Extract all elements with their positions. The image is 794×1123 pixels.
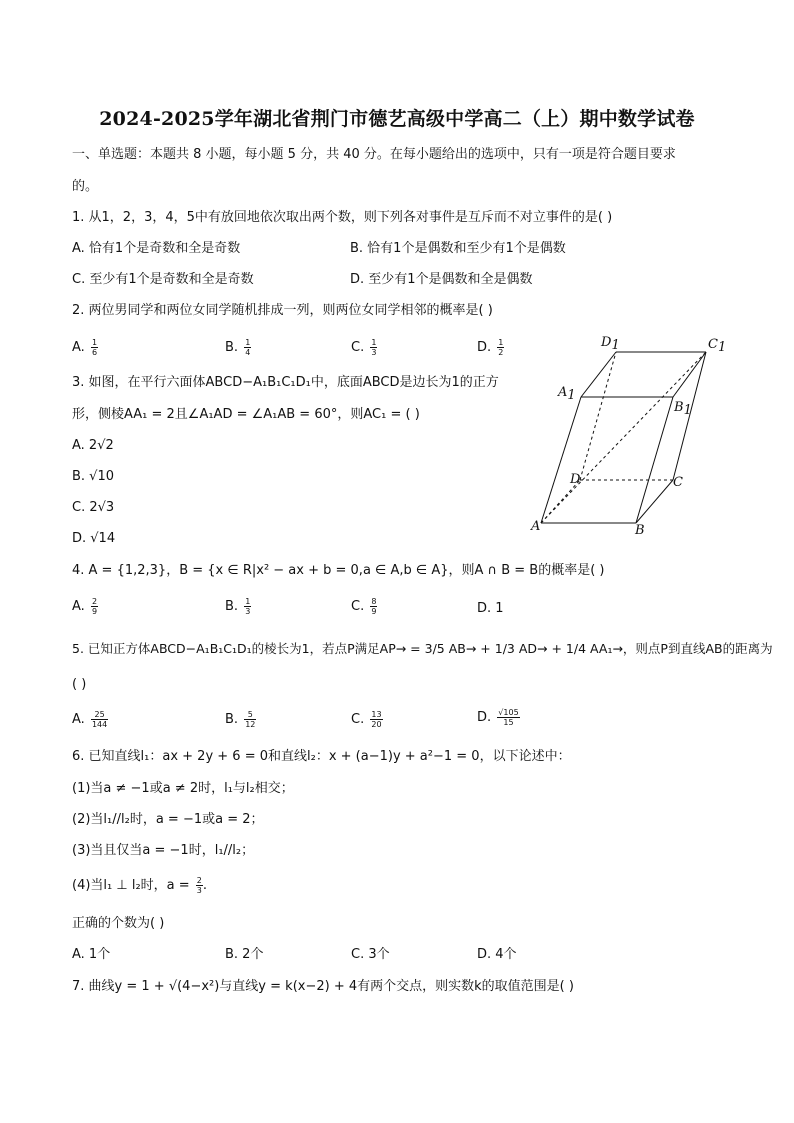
fraction-numerator: 8 <box>371 597 377 606</box>
q5-stem-line2: ( ) <box>72 677 87 692</box>
fraction-denominator: 15 <box>503 718 514 727</box>
q5-stem-line1: 5. 已知正方体ABCD−A₁B₁C₁D₁的棱长为1，若点P满足AP→ = 3/5 AB→ + 1/3 AD→ + 1/4 AA₁→，则点P到直线AB的距离为 <box>72 641 773 656</box>
edge-B-B1 <box>636 397 673 523</box>
page-title: 2024-2025学年湖北省荆门市德艺高级中学高二（上）期中数学试卷 <box>99 108 695 130</box>
q6-prompt: 正确的个数为( ) <box>72 916 165 931</box>
q5-option-b-fraction <box>244 710 256 729</box>
edge-A1-D1 <box>581 352 616 397</box>
q6-statement-2: (2)当l₁//l₂时，a = −1或a = 2； <box>72 812 264 827</box>
fraction-denominator: 144 <box>91 720 108 729</box>
edge-B-C <box>636 480 673 523</box>
q1-option-a: A. 恰有1个是奇数和全是奇数 <box>72 241 241 256</box>
q6-option-a: A. 1个 <box>72 947 111 962</box>
parallelepiped-diagram <box>528 330 728 540</box>
q6-statement-4-prefix: (4)当l₁ ⊥ l₂时，a = <box>72 878 194 893</box>
q2-stem: 2. 两位男同学和两位女同学随机排成一列，则两位女同学相邻的概率是( ) <box>72 303 493 318</box>
q4-option-b-label: B. <box>225 599 239 614</box>
label-B: B <box>635 523 645 538</box>
q7-stem: 7. 曲线y = 1 + √(4−x²)与直线y = k(x−2) + 4有两个交点，则实数k的取值范围是( ) <box>72 979 574 994</box>
q6-option-d: D. 4个 <box>477 947 517 962</box>
diagonal-A-C1 <box>541 352 706 523</box>
fraction-numerator: 5 <box>244 710 256 720</box>
q2-option-a-fraction <box>91 338 98 357</box>
fraction-denominator: 12 <box>245 720 256 729</box>
fraction-denominator: 4 <box>245 348 251 357</box>
q1-option-b: B. 恰有1个是偶数和至少有1个是偶数 <box>350 241 566 256</box>
q2-option-c-fraction <box>370 338 377 357</box>
fraction-denominator: 3 <box>196 886 202 895</box>
fraction-denominator: 9 <box>371 607 377 616</box>
q5-option-c <box>351 710 383 729</box>
q5-option-c-fraction <box>370 710 382 729</box>
q4-stem: 4. A = {1,2,3}，B = {x ∈ R|x² − ax + b = 0,a ∈ A,b ∈ A}，则A ∩ B = B的概率是( ) <box>72 563 605 578</box>
q4-option-a-label: A. <box>72 599 85 614</box>
q3-stem-line2: 形，侧棱AA₁ = 2且∠A₁AD = ∠A₁AB = 60°，则AC₁ = ( ) <box>72 407 420 422</box>
fraction-numerator: 2 <box>91 597 98 606</box>
q6-statement-3: (3)当且仅当a = −1时，l₁//l₂； <box>72 843 255 858</box>
q6-statement-4 <box>72 876 207 895</box>
q6-statement-1: (1)当a ≠ −1或a ≠ 2时，l₁与l₂相交； <box>72 781 294 796</box>
label-D: D <box>570 472 581 487</box>
fraction-numerator: 13 <box>371 710 382 719</box>
q6-stem: 6. 已知直线l₁：ax + 2y + 6 = 0和直线l₂：x + (a−1)y + a²−1 = 0，以下论述中： <box>72 749 571 764</box>
q6-statement-4-fraction <box>196 876 203 895</box>
fraction-denominator: 2 <box>498 348 504 357</box>
q5-option-b <box>225 710 256 729</box>
parallelepiped-figure <box>528 330 728 540</box>
fraction-numerator: 1 <box>245 338 251 347</box>
q2-option-d-fraction <box>497 338 504 357</box>
q5-option-a-fraction <box>91 710 108 729</box>
q2-option-b <box>225 338 251 357</box>
q5-option-d <box>477 708 520 727</box>
q2-option-b-label: B. <box>225 340 239 355</box>
fraction-denominator: 3 <box>371 348 377 357</box>
edge-D-D1-hidden <box>580 352 616 480</box>
q5-option-d-fraction <box>497 708 519 727</box>
label-C: C <box>673 475 683 490</box>
q4-option-c <box>351 597 377 616</box>
q2-option-c-label: C. <box>351 340 365 355</box>
q4-option-c-label: C. <box>351 599 365 614</box>
label-D1: D1 <box>601 335 620 353</box>
q1-option-d: D. 至少有1个是偶数和全是偶数 <box>350 272 533 287</box>
q5-option-a <box>72 710 108 729</box>
label-B1: B1 <box>674 400 692 418</box>
q4-option-c-fraction <box>370 597 377 616</box>
section-heading-line1: 一、单选题：本题共 8 小题，每小题 5 分，共 40 分。在每小题给出的选项中，只有一项是符合题目要求 <box>72 147 676 162</box>
q1-option-c: C. 至少有1个是奇数和全是奇数 <box>72 272 254 287</box>
section-heading-line2: 的。 <box>72 179 99 194</box>
q3-option-b: B. √10 <box>72 469 115 484</box>
q3-stem-line1: 3. 如图，在平行六面体ABCD−A₁B₁C₁D₁中，底面ABCD是边长为1的正方 <box>72 375 499 390</box>
q6-option-b: B. 2个 <box>225 947 264 962</box>
q6-statement-4-suffix: . <box>202 878 208 893</box>
q2-option-a <box>72 338 98 357</box>
fraction-numerator: 1 <box>245 597 251 606</box>
fraction-numerator: 2 <box>196 876 202 885</box>
q1-stem: 1. 从1，2，3，4，5中有放回地依次取出两个数，则下列各对事件是互斥而不对立事件的是( ) <box>72 210 613 225</box>
label-C1: C1 <box>708 337 727 355</box>
q2-option-d-label: D. <box>477 340 492 355</box>
q5-option-d-label: D. <box>477 710 492 725</box>
q6-option-c: C. 3个 <box>351 947 390 962</box>
fraction-numerator: 25 <box>91 710 108 720</box>
q3-option-d: D. √14 <box>72 531 116 546</box>
label-A1: A1 <box>558 385 576 403</box>
q4-option-b-fraction <box>244 597 251 616</box>
edge-B1-C1 <box>673 352 706 397</box>
q5-option-a-label: A. <box>72 712 85 727</box>
edge-A-A1 <box>541 397 581 523</box>
q2-option-d <box>477 338 504 357</box>
q5-option-c-label: C. <box>351 712 365 727</box>
fraction-denominator: 3 <box>245 607 251 616</box>
fraction-denominator: 9 <box>91 607 98 616</box>
fraction-numerator: √105 <box>498 708 519 717</box>
fraction-numerator: 1 <box>371 338 377 347</box>
fraction-denominator: 20 <box>371 720 382 729</box>
q4-option-a-fraction <box>91 597 98 616</box>
q2-option-b-fraction <box>244 338 251 357</box>
fraction-numerator: 1 <box>91 338 98 347</box>
label-A: A <box>531 519 541 534</box>
q2-option-c <box>351 338 377 357</box>
q4-option-a <box>72 597 98 616</box>
q4-option-b <box>225 597 251 616</box>
q3-option-c: C. 2√3 <box>72 500 115 515</box>
q3-option-a: A. 2√2 <box>72 438 114 453</box>
q5-option-b-label: B. <box>225 712 239 727</box>
fraction-numerator: 1 <box>498 338 504 347</box>
q2-option-a-label: A. <box>72 340 85 355</box>
fraction-denominator: 6 <box>91 348 98 357</box>
q4-option-d: D. 1 <box>477 601 504 616</box>
